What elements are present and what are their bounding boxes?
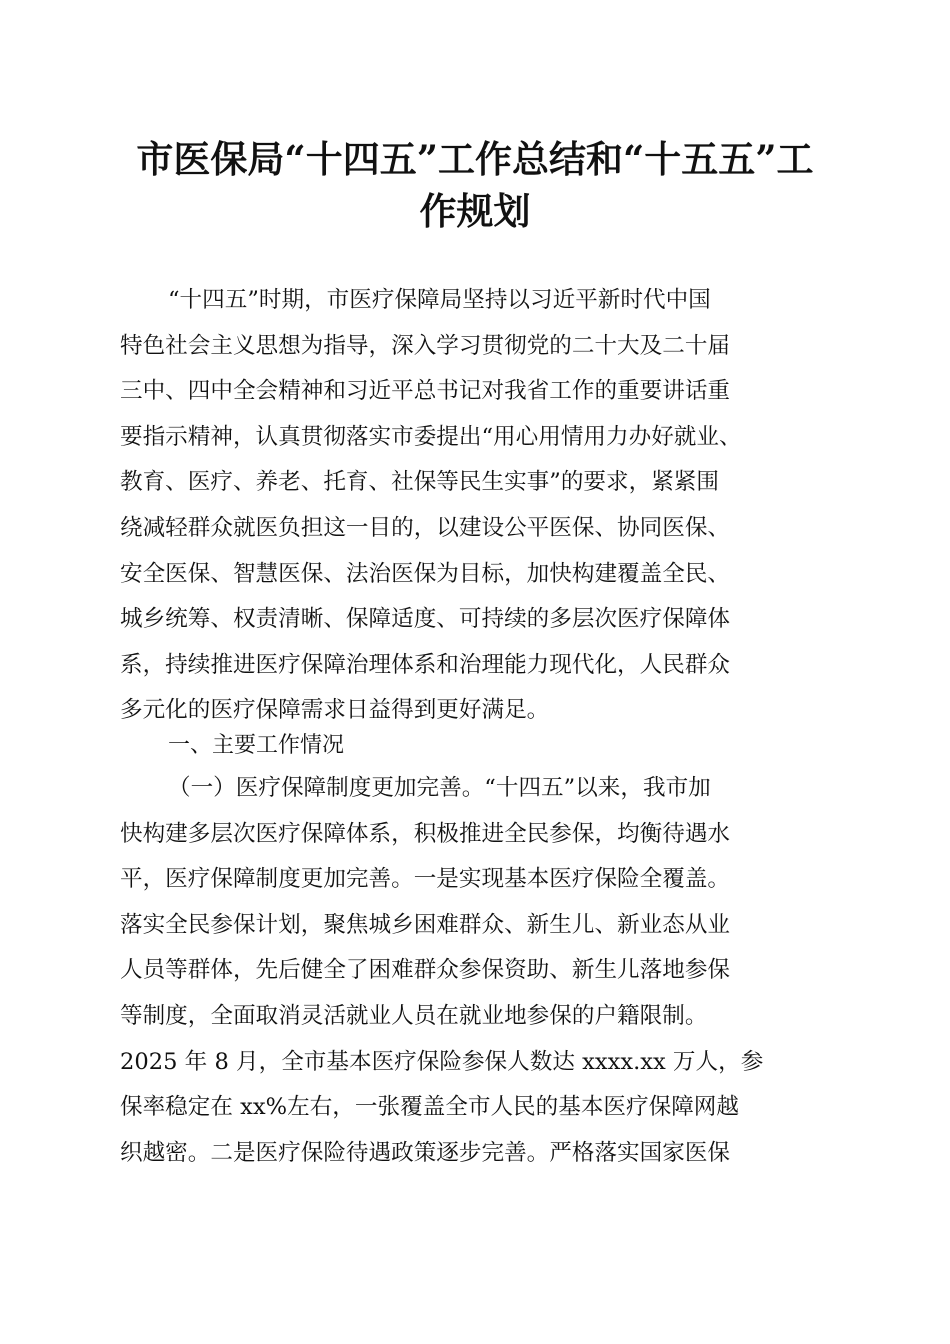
paragraph-line: 快构建多层次医疗保障体系，积极推进全民参保，均衡待遇水: [120, 820, 731, 847]
paragraph-line: 保率稳定在 xx%左右，一张覆盖全市人民的基本医疗保障网越: [120, 1094, 739, 1121]
paragraph-line: 教育、医疗、养老、托育、社保等民生实事”的要求，紧紧围: [120, 469, 719, 496]
paragraph-line: 落实全民参保计划，聚焦城乡困难群众、新生儿、新业态从业: [120, 911, 731, 938]
title-line: 市医保局“十四五”工作总结和“十五五”工: [136, 137, 814, 181]
paragraph-line: 绕减轻群众就医负担这一目的，以建设公平医保、协同医保、: [120, 514, 731, 541]
paragraph-line: 织越密。二是医疗保险待遇政策逐步完善。严格落实国家医保: [120, 1139, 731, 1166]
paragraph-line: 2025 年 8 月，全市基本医疗保险参保人数达 xxxx.xx 万人，参: [120, 1048, 764, 1075]
paragraph-line: 特色社会主义思想为指导，深入学习贯彻党的二十大及二十届: [120, 332, 731, 359]
paragraph-line: 平，医疗保障制度更加完善。一是实现基本医疗保险全覆盖。: [120, 866, 731, 893]
paragraph-line: “十四五”时期，市医疗保障局坚持以习近平新时代中国: [168, 287, 711, 313]
paragraph-line: 人员等群体，先后健全了困难群众参保资助、新生儿落地参保: [120, 957, 731, 984]
document-title: [110, 133, 840, 237]
paragraph-line: 安全医保、智慧医保、法治医保为目标，加快构建覆盖全民、: [120, 560, 731, 587]
paragraph-line: （一）医疗保障制度更加完善。“十四五”以来，我市加: [168, 775, 711, 801]
title-line: 作规划: [419, 189, 531, 233]
intro-paragraph: [120, 278, 830, 734]
paragraph-line: 系，持续推进医疗保障治理体系和治理能力现代化，人民群众: [120, 651, 731, 678]
section-paragraph: [120, 766, 830, 1176]
paragraph-line: 三中、四中全会精神和习近平总书记对我省工作的重要讲话重: [120, 378, 731, 405]
section-heading: [120, 723, 830, 769]
section-heading-text: 一、主要工作情况: [168, 733, 345, 758]
paragraph-line: 城乡统筹、权责清晰、保障适度、可持续的多层次医疗保障体: [120, 606, 731, 633]
paragraph-line: 要指示精神，认真贯彻落实市委提出“用心用情用力办好就业、: [120, 423, 742, 450]
paragraph-line: 等制度，全面取消灵活就业人员在就业地参保的户籍限制。: [120, 1002, 708, 1029]
paragraph-line: 多元化的医疗保障需求日益得到更好满足。: [120, 697, 550, 724]
